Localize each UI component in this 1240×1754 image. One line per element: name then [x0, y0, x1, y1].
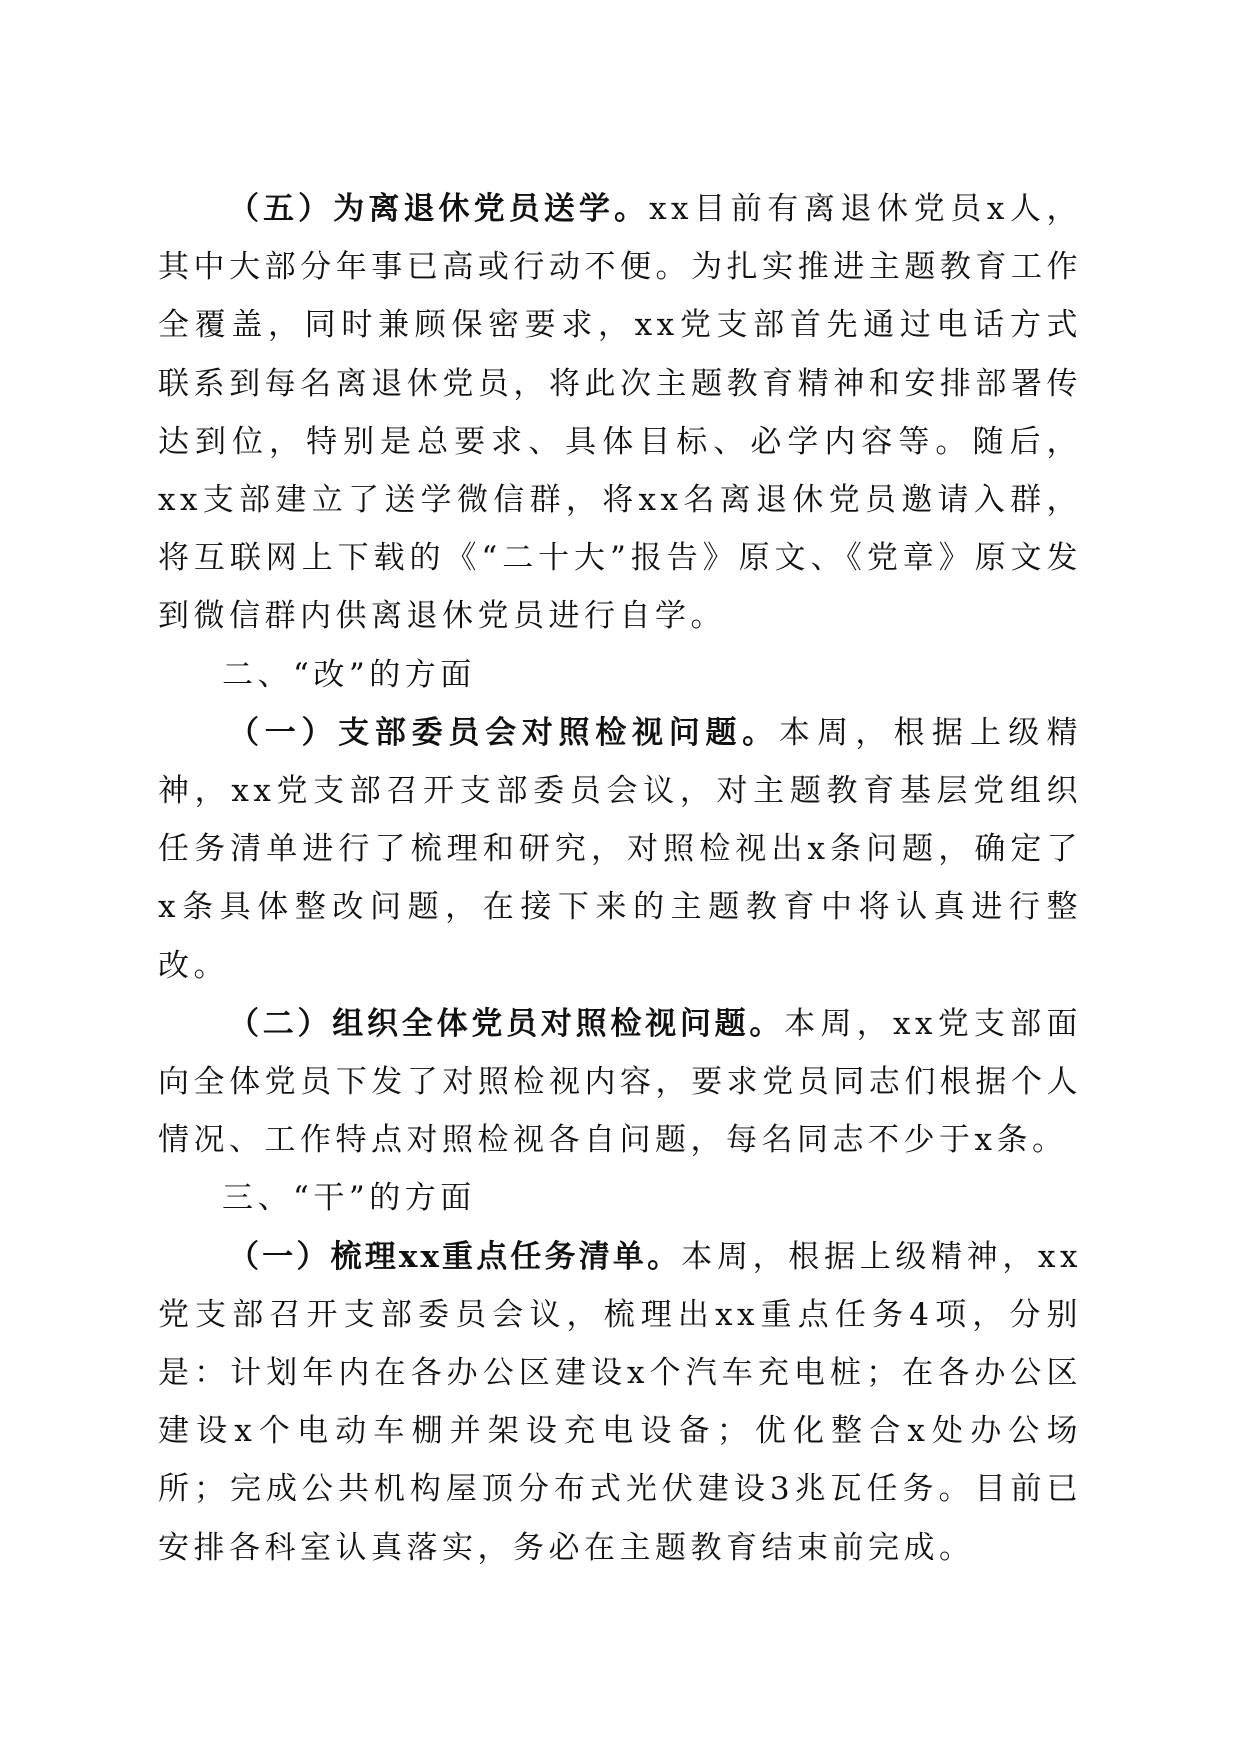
paragraph-lead: （一）支部委员会对照检视问题。	[228, 714, 779, 751]
document-page	[158, 180, 1082, 1577]
paragraph-send-study-retirees	[158, 180, 1082, 646]
paragraph-committee-review	[158, 704, 1082, 995]
section-heading-action: 三、“干”的方面	[222, 1180, 476, 1217]
paragraph-body: 本周，根据上级精神，xx党支部召开支部委员会议，对主题教育基层党组织任务清单进行了梳理和研究，对照检视出x条问题，确定了x条具体整改问题，在接下来的主题教育中将认真进行整改。	[158, 714, 1083, 984]
paragraph-lead: （五）为离退休党员送学。	[228, 191, 650, 227]
section-heading-reform: 二、“改”的方面	[222, 656, 476, 693]
paragraph-lead: （二）组织全体党员对照检视问题。	[228, 1005, 785, 1042]
paragraph-body: 本周，根据上级精神，xx党支部召开支部委员会议，梳理出xx重点任务4项，分别是：计划年内在各办公区建设x个汽车充电桩；在各办公区建设x个电动车棚并架设充电设备；优化整合x处办公场所；完成公共机构屋顶分布式光伏建设3兆瓦任务。目前已安排各科室认真落实，务必在主题教育结束前完成。	[158, 1238, 1082, 1566]
paragraph-body: 本周，xx党支部面向全体党员下发了对照检视内容，要求党员同志们根据个人情况、工作特点对照检视各自问题，每名同志不少于x条。	[158, 1005, 1083, 1159]
paragraph-members-review	[158, 995, 1082, 1170]
paragraph-lead: （一）梳理xx重点任务清单。	[228, 1238, 682, 1275]
paragraph-key-tasks	[158, 1228, 1082, 1577]
paragraph-body: xx目前有离退休党员x人，其中大部分年事已高或行动不便。为扎实推进主题教育工作全覆盖，同时兼顾保密要求，xx党支部首先通过电话方式联系到每名离退休党员，将此次主题教育精神和安排部署传达到位，特别是总要求、具体目标、必学内容等。随后，xx支部建立了送学微信群，将xx名离退休党员邀请入群，将互联网上下载的《“二十大”报告》原文、《党章》原文发到微信群内供离退休党员进行自学。	[158, 191, 1083, 635]
